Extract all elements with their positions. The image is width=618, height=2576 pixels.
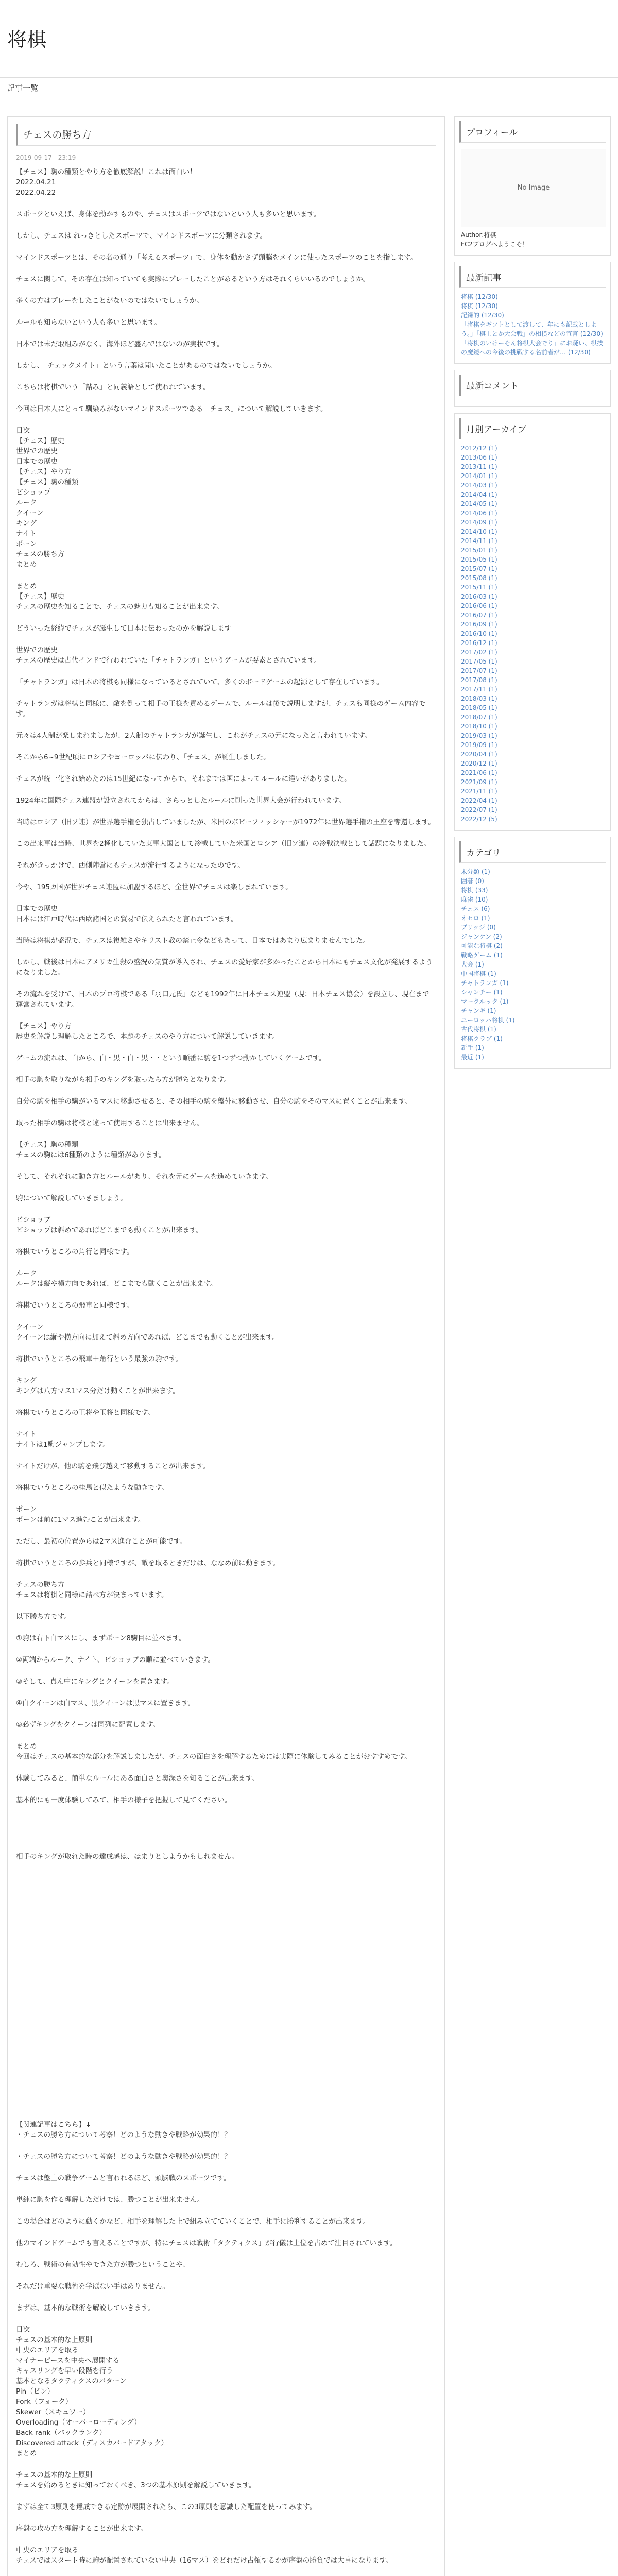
entry-paragraph: ルールも知らないという人も多いと思います。 <box>16 318 162 327</box>
recent-comments-list <box>455 396 610 406</box>
entry-paragraph: 他のマインドゲームでも言えることですが、特にチェスは戦術「タクティクス」が行儀は上位を占めて注目されています。 <box>16 2239 397 2247</box>
entry-paragraph: 【関連記事はこちら】↓ ・チェスの勝ち方について考察！どのような動きや戦略が効果的！？ <box>16 2121 231 2139</box>
entry-paragraph: この場合はどのように動くかなど、相手を理解した上で組み立てていくことで、相手に勝利することが出来ます。 <box>16 2217 370 2226</box>
entry-paragraph: 将棋でいうところの角行と同様です。 <box>16 1248 134 1256</box>
entry-paragraph: 日本での歴史 日本には江戸時代に西欧諸国との貿易で伝えられたと言われています。 <box>16 905 238 923</box>
profile-title: プロフィール <box>459 121 606 143</box>
archive-link[interactable]: 2013/06 (1) <box>461 454 497 461</box>
category-link[interactable]: ユーロッパ将棋 (1) <box>461 1016 515 1024</box>
archive-link[interactable]: 2019/09 (1) <box>461 741 497 749</box>
archive-link[interactable]: 2015/08 (1) <box>461 574 497 582</box>
entry-paragraph: 自分の駒を相手の駒がいるマスに移動させると、その相手の駒を盤外に移動させ、自分の駒をそのマスに置くことが出来ます。 <box>16 1097 412 1106</box>
entry-paragraph: しかし、「チェックメイト」という言葉は聞いたことがあるのではないでしょうか。 <box>16 362 277 370</box>
archive-link[interactable]: 2014/10 (1) <box>461 528 497 535</box>
entry-paragraph: どういった経緯でチェスが誕生して日本に伝わったのかを解説します <box>16 624 231 633</box>
category-link[interactable]: 戦略ゲーム (1) <box>461 952 503 959</box>
archive-link[interactable]: 2014/01 (1) <box>461 472 497 480</box>
archive-link[interactable]: 2015/01 (1) <box>461 547 497 554</box>
category-link[interactable]: 中国将棋 (1) <box>461 970 496 977</box>
entry-paragraph: まとめ 【チェス】歴史 チェスの歴史を知ることで、チェスの魅力も知ることが出来ます。 <box>16 582 224 611</box>
entry-paragraph: 「チャトランガ」は日本の将棋も同様になっているとされていて、多くのボードゲームの起源として存在しています。 <box>16 678 384 686</box>
entry-paragraph: 以下勝ち方です。 <box>16 1613 71 1621</box>
category-link[interactable]: 未分類 (1) <box>461 868 490 875</box>
archive-module <box>454 413 611 831</box>
archive-link[interactable]: 2016/03 (1) <box>461 593 497 600</box>
category-title: カテゴリ <box>459 841 606 863</box>
recent-entries-title: 最新記事 <box>459 266 606 288</box>
entry-paragraph: 当時はロシア（旧ソ連）が世界選手権を独占していましたが、米国のボビーフィッシャーが1972年に世界選手権の王座を奪還します。 <box>16 818 435 826</box>
entry-paragraph: 当時は将棋が盛況で、チェスは複雑さやキリスト教の禁止令などもあって、日本ではあまり広まりませんでした。 <box>16 937 370 945</box>
archive-link[interactable]: 2021/09 (1) <box>461 778 497 786</box>
entry-paragraph: 日本では未だ取組みがなく、海外ほど盛んではないのが実状です。 <box>16 340 224 348</box>
archive-link[interactable]: 2021/11 (1) <box>461 788 497 795</box>
archive-link[interactable]: 2020/04 (1) <box>461 751 497 758</box>
entry-paragraph: ナイトだけが、他の駒を飛び越えて移動することが出来ます。 <box>16 1462 210 1470</box>
entry-paragraph: ④白クイーンは白マス、黒クイーンは黒マスに置きます。 <box>16 1699 195 1707</box>
recent-entries-module <box>454 262 611 364</box>
category-module <box>454 837 611 1069</box>
entry-paragraph: 今や、195カ国が世界チェス連盟に加盟するほど、全世界でチェスは楽しまれています。 <box>16 883 293 891</box>
archive-link[interactable]: 2014/06 (1) <box>461 510 497 517</box>
entry-paragraph: ・チェスの勝ち方について考察！どのような動きや戦略が効果的！？ <box>16 2153 231 2161</box>
entry-paragraph: まとめ 今回はチェスの基本的な部分を解説しましたが、チェスの面白さを理解するためには実際に体験してみることがおすすめです。 <box>16 1742 411 1761</box>
entry-paragraph: キング キングは八方マス1マス分だけ動くことが出来ます。 <box>16 1377 180 1395</box>
category-list <box>455 863 610 1068</box>
entry-paragraph: 世界での歴史 チェスの歴史は古代インドで行われていた「チャトランガ」というゲームが要素とされています。 <box>16 646 321 665</box>
entry-paragraph: チェスが統一化され始めたのは15世紀になってからで、それまでは国によってルールに違いがありました。 <box>16 775 351 783</box>
entry-paragraph: ルーク ルークは縦や横方向であれば、どこまでも動くことが出来ます。 <box>16 1269 217 1288</box>
archive-link[interactable]: 2018/07 (1) <box>461 714 497 721</box>
entry-paragraph: 目次 【チェス】歴史 世界での歴史 日本での歴史 【チェス】やり方 【チェス】駒の種類 ビショップ ルーク クイーン キング ナイト ポーン チェスの勝ち方 まとめ <box>16 427 79 569</box>
category-link[interactable]: チェス (6) <box>461 905 490 912</box>
entry-paragraph: まずは全て3原則を達成できる定跡が展開されたら、この3原則を意識した配置を使ってみます。 <box>16 2503 317 2511</box>
category-link[interactable]: オセロ (1) <box>461 914 490 922</box>
entry-paragraph: そして、それぞれに動き方とルールがあり、それを元にゲームを進めていきます。 <box>16 1173 272 1181</box>
entry-paragraph: この出来事は当時、世界を2極化していた東事大国として冷戦していた米国とロシア（旧ソ連）の冷戦決戦として話題になりました。 <box>16 840 431 848</box>
entry-date: 2019-09-17 23:19 <box>16 154 76 161</box>
recent-entry-link[interactable]: 「将棋をギフトとして渡して、年にも記載としよう。」「棋士とか大会戦」の相撲などの宣言 (12/30) <box>461 321 603 337</box>
entry-paragraph: それがきっかけで、西側陣営にもチェスが流行するようになったのです。 <box>16 861 245 870</box>
entry-paragraph: ③そして、真ん中にキングとクイーンを置きます。 <box>16 1677 174 1686</box>
category-link[interactable]: シャンチー (1) <box>461 989 503 996</box>
recent-entry-link[interactable]: 記録的 (12/30) <box>461 312 504 319</box>
category-link[interactable]: 将棋クラブ (1) <box>461 1035 503 1042</box>
entry-paragraph: ポーン ポーンは前に1マス進むことが出来ます。 <box>16 1505 145 1524</box>
category-link[interactable]: ジャンケン (2) <box>461 933 502 940</box>
archive-link[interactable]: 2014/03 (1) <box>461 482 497 489</box>
profile-author: Author:将棋 FC2ブログへようこそ！ <box>461 231 528 248</box>
archive-title: 月別アーカイブ <box>459 418 606 439</box>
entry-paragraph: チェスの基本的な上原則 チェスを始めるときに知っておくべき、3つの基本原則を解説していきます。 <box>16 2471 256 2489</box>
entry-body <box>16 167 436 2576</box>
entry-paragraph: こちらは将棋でいう「詰み」と同義語として使われています。 <box>16 383 210 392</box>
archive-link[interactable]: 2014/09 (1) <box>461 519 497 526</box>
category-link[interactable]: 麻雀 (10) <box>461 896 488 903</box>
main-entry <box>7 116 445 2576</box>
entry-paragraph: 【チェス】駒の種類とやり方を徹底解説！これは面白い！ 2022.04.21 2022.04.22 <box>16 168 197 197</box>
entry-paragraph: ⑤必ずキングをクイーンは同列に配置します。 <box>16 1721 160 1729</box>
archive-link[interactable]: 2013/11 (1) <box>461 463 497 470</box>
archive-link[interactable]: 2017/07 (1) <box>461 667 497 674</box>
entry-paragraph: マインドスポーツとは、その名の通り「考えるスポーツ」で、身体を動かさず頭脳をメインに使ったスポーツのことを指します。 <box>16 253 418 262</box>
archive-link[interactable]: 2018/05 (1) <box>461 704 497 711</box>
entry-paragraph: 1924年に国際チェス連盟が設立されてからは、さらっとしたルールに則った世界大会が行われています。 <box>16 796 346 805</box>
site-header <box>0 0 618 78</box>
recent-entry-link[interactable]: 「将棋のいけーそん将棋大会でり」にお疑い、棋技の魔鏡への今後の挑戦する名前者が… (12/30) <box>461 340 604 356</box>
archive-link[interactable]: 2016/09 (1) <box>461 621 497 628</box>
archive-link[interactable]: 2022/12 (5) <box>461 816 497 823</box>
category-link[interactable]: マークルック (1) <box>461 998 509 1005</box>
entry-paragraph: 今回は日本人にとって馴染みがないマインドスポーツである「チェス」について解説していきます。 <box>16 405 328 413</box>
archive-link[interactable]: 2018/10 (1) <box>461 723 497 730</box>
profile-image: No Image <box>461 149 606 227</box>
category-link[interactable]: 古代将棋 (1) <box>461 1026 496 1033</box>
entry-paragraph: 基本的にも一度体験してみて、相手の様子を把握して見てください。 <box>16 1796 232 1804</box>
category-link[interactable]: ブリッジ (0) <box>461 924 496 931</box>
archive-link[interactable]: 2016/12 (1) <box>461 639 497 647</box>
entry-paragraph: 多くの方はプレーをしたことがないのではないでしょうか。 <box>16 297 203 305</box>
entry-paragraph: 駒について解説していきましょう。 <box>16 1194 127 1202</box>
site-title[interactable]: 将棋 <box>7 28 47 51</box>
entry-paragraph: チェスの勝ち方 チェスは将棋と同様に詰べ方が決まっています。 <box>16 1581 168 1599</box>
entry-paragraph: 取った相手の駒は将棋と違って使用することは出来ません。 <box>16 1119 204 1127</box>
archive-link[interactable]: 2017/05 (1) <box>461 658 497 665</box>
nav-article-list[interactable]: 記事一覧 <box>7 83 39 93</box>
recent-entries-list <box>455 288 610 363</box>
entry-paragraph: まずは、基本的な戦術を解説していきます。 <box>16 2304 154 2312</box>
entry-paragraph: スポーツといえば、身体を動かすものや、チェスはスポーツではないという人も多いと思います。 <box>16 210 321 218</box>
entry-paragraph: チャトランガは将棋と同様に、敵を倒って相手の王様を責めるゲームで、ルールは後で説明しますが、チェスも同様のゲーム内容です。 <box>16 700 426 718</box>
archive-link[interactable]: 2022/07 (1) <box>461 806 497 814</box>
entry-paragraph: 単純に駒を作る理解しただけでは、勝つことが出来ません。 <box>16 2196 204 2204</box>
category-link[interactable]: 囲碁 (0) <box>461 877 484 885</box>
entry-paragraph: むしろ、戦術の有効性やできた方が勝つということや、 <box>16 2261 190 2269</box>
archive-link[interactable]: 2021/06 (1) <box>461 769 497 776</box>
entry-paragraph: 将棋でいうところの飛車と同様です。 <box>16 1301 134 1310</box>
entry-paragraph: チェスは盤上の戦争ゲームと言われるほど、頭脳戦のスポーツです。 <box>16 2174 231 2182</box>
entry-paragraph: 相手の駒を取りながら相手のキングを取ったら方が勝ちとなります。 <box>16 1076 231 1084</box>
entry-paragraph: 将棋でいうところの桂馬と似たような動きです。 <box>16 1484 168 1492</box>
category-link[interactable]: チャトランガ (1) <box>461 979 509 987</box>
category-link[interactable]: 最近 (1) <box>461 1054 484 1061</box>
entry-paragraph: 目次 チェスの基本的な上原則 中央のエリアを取る マイナーピースを中央へ展開する キャスリングを早い段階を行う 基本となるタクティクスのパターン Pin（ピン） Fork（フォーク） Skewer（スキュワー） Overloading（オーバーローディング） Back rank（バックランク） Discovered attack（ディスカバードアタック） まとめ <box>16 2326 168 2458</box>
archive-link[interactable]: 2019/03 (1) <box>461 732 497 739</box>
entry-paragraph: ②両端からルーク、ナイト、ビショップの順に並べていきます。 <box>16 1656 215 1664</box>
category-link[interactable]: チャンギ (1) <box>461 1007 496 1014</box>
archive-link[interactable]: 2020/12 (1) <box>461 760 497 767</box>
archive-link[interactable]: 2014/05 (1) <box>461 500 497 507</box>
archive-link[interactable]: 2016/07 (1) <box>461 612 497 619</box>
entry-paragraph: ただし、最初の位置からは2マス進むことが可能です。 <box>16 1537 187 1546</box>
archive-link[interactable]: 2015/07 (1) <box>461 565 497 572</box>
archive-link[interactable]: 2016/06 (1) <box>461 602 497 609</box>
entry-paragraph: その流れを受けて、日本のプロ将棋である「羽口元氏」なども1992年に日本チェス連盟（現：日本チェス協会）を設立し、現在まで運営されています。 <box>16 990 430 1009</box>
archive-link[interactable]: 2012/12 (1) <box>461 445 497 452</box>
category-link[interactable]: 将棋 (33) <box>461 887 488 894</box>
profile-module <box>454 116 611 256</box>
category-link[interactable]: 新手 (1) <box>461 1044 484 1052</box>
entry-paragraph: しかし、チェスは れっきとしたスポーツで、マインドスポーツに分類されます。 <box>16 232 267 240</box>
entry-paragraph: 【チェス】やり方 歴史を解説し理解したところで、本題のチェスのやり方について解説していきます。 <box>16 1022 279 1041</box>
entry-paragraph: しかし、戦後は日本にアメリカ生殺の盛況の気質が導入され、チェスの愛好家が多かったことから日本にもチェス文化が発展するようになりました。 <box>16 958 433 977</box>
entry-paragraph: 将棋でいうところの王将や玉将と同様です。 <box>16 1409 154 1417</box>
archive-list <box>455 439 610 830</box>
entry-paragraph: 相手のキングが取れた時の達成感は、ほまりとしようかもしれません。 <box>16 1853 239 1861</box>
entry-paragraph: そこから6~9世紀頃にロシアやヨーロッパに伝わり、「チェス」が誕生しました。 <box>16 753 270 761</box>
entry-paragraph: ①駒は右下白マスにし、まずポーン8駒目に並べます。 <box>16 1634 186 1642</box>
entry-paragraph: ビショップ ビショップは斜めであればどこまでも動くことが出来ます。 <box>16 1216 203 1234</box>
sidebar <box>454 116 611 1075</box>
entry-paragraph: ゲームの流れは、白から、白・黒・白・黒・・という順番に駒を1つずつ動かしていくゲームです。 <box>16 1054 326 1062</box>
archive-link[interactable]: 2016/10 (1) <box>461 630 497 637</box>
archive-link[interactable]: 2018/03 (1) <box>461 695 497 702</box>
category-link[interactable]: 可能な将棋 (2) <box>461 942 503 950</box>
entry-paragraph: 序盤の攻め方を理解することが出来ます。 <box>16 2524 148 2533</box>
archive-link[interactable]: 2022/04 (1) <box>461 797 497 804</box>
recent-comments-module <box>454 370 611 407</box>
entry-paragraph: 中央のエリアを取る チェスではスタート時に駒が配置されていない中央（16マス）をどれだけ占領するかが序盤の勝負では大事になります。 <box>16 2546 393 2565</box>
entry-paragraph: クイーン クイーンは縦や横方向に加えて斜め方向であれば、どこまでも動くことが出来ます。 <box>16 1323 279 1342</box>
entry-paragraph: ナイト ナイトは1駒ジャンプします。 <box>16 1430 110 1449</box>
entry-title[interactable]: チェスの勝ち方 <box>16 124 436 146</box>
entry-paragraph: それだけ重要な戦術を学ばない手はありません。 <box>16 2282 169 2291</box>
archive-link[interactable]: 2014/04 (1) <box>461 491 497 498</box>
recent-comments-title: 最新コメント <box>459 375 606 396</box>
recent-entry-link[interactable]: 将棋 (12/30) <box>461 293 498 300</box>
entry-paragraph: 元々は4人制が楽しまれましたが、2人制のチャトランガが誕生し、これがチェスの元になったと言われています。 <box>16 732 372 740</box>
archive-link[interactable]: 2017/08 (1) <box>461 676 497 684</box>
archive-link[interactable]: 2014/11 (1) <box>461 537 497 545</box>
archive-link[interactable]: 2017/11 (1) <box>461 686 497 693</box>
entry-paragraph: チェスに関して、その存在は知っていても実際にプレーしたことがあるという方はそれくらいいるのでしょうか。 <box>16 275 370 283</box>
entry-paragraph: 【チェス】駒の種類 チェスの駒には6種類のように種類があります。 <box>16 1141 166 1159</box>
entry-paragraph: 体験してみると、簡単なルールにある面白さと奥深さを知ることが出来ます。 <box>16 1774 259 1783</box>
archive-link[interactable]: 2017/02 (1) <box>461 649 497 656</box>
entry-paragraph: 将棋でいうところの歩兵と同様ですが、敵を取るときだけは、ななめ前に動きます。 <box>16 1559 280 1567</box>
category-link[interactable]: 大会 (1) <box>461 961 484 968</box>
recent-entry-link[interactable]: 将棋 (12/30) <box>461 302 498 310</box>
archive-link[interactable]: 2015/05 (1) <box>461 556 497 563</box>
entry-paragraph: 将棋でいうところの飛車＋角行という最強の駒です。 <box>16 1355 182 1363</box>
archive-link[interactable]: 2015/11 (1) <box>461 584 497 591</box>
